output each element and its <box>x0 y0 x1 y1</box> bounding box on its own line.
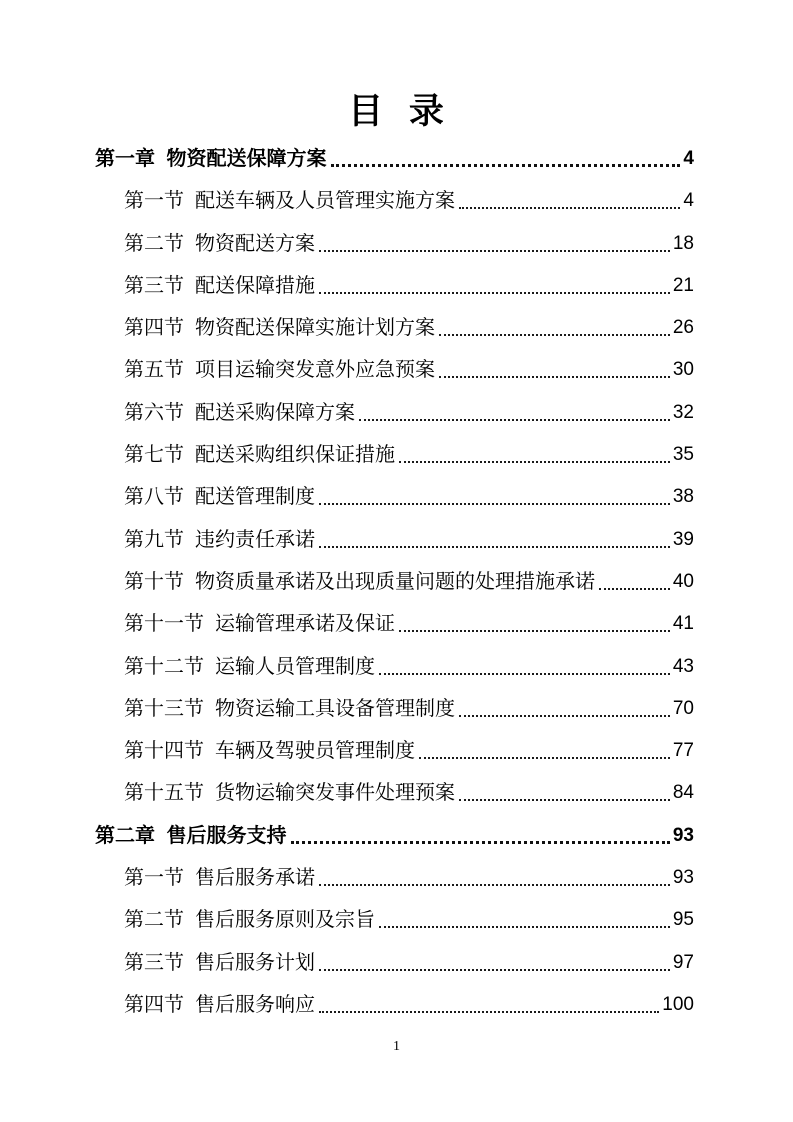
toc-leader-dots <box>399 613 670 632</box>
toc-entry-label: 第七节 配送采购组织保证措施 <box>124 444 395 467</box>
toc-entry-page-number: 43 <box>672 655 694 677</box>
toc-entry-page-number: 77 <box>672 740 694 762</box>
toc-entry-page-number: 84 <box>672 782 694 804</box>
toc-leader-dots <box>331 148 681 167</box>
toc-entry-label: 第五节 项目运输突发意外应急预案 <box>124 359 435 382</box>
toc-entry[interactable] <box>95 698 694 740</box>
footer-page-number: 1 <box>393 1039 400 1054</box>
toc-entry-page-number: 95 <box>672 909 694 931</box>
toc-title: 目 录 <box>348 92 445 131</box>
toc-entry[interactable] <box>95 402 694 444</box>
toc-leader-dots <box>379 909 670 928</box>
toc-entry-label: 第三节 售后服务计划 <box>124 951 315 974</box>
toc-entry[interactable] <box>95 994 694 1036</box>
toc-entry[interactable] <box>95 909 694 951</box>
toc-entry-page-number: 35 <box>672 444 694 466</box>
toc-entry-page-number: 100 <box>662 993 694 1015</box>
toc-entry-page-number: 93 <box>672 824 694 846</box>
toc-entry-page-number: 26 <box>672 317 694 339</box>
toc-entry[interactable] <box>95 359 694 401</box>
toc-leader-dots <box>459 190 680 209</box>
toc-entry[interactable] <box>95 867 694 909</box>
toc-leader-dots <box>459 698 670 717</box>
toc-leader-dots <box>319 486 670 505</box>
toc-leader-dots <box>291 825 670 844</box>
toc-entry-page-number: 4 <box>683 190 694 212</box>
toc-entry-page-number: 97 <box>672 951 694 973</box>
toc-entry[interactable] <box>95 613 694 655</box>
toc-leader-dots <box>319 867 670 886</box>
toc-entry-page-number: 70 <box>672 697 694 719</box>
toc-entry-page-number: 32 <box>672 401 694 423</box>
toc-leader-dots <box>359 402 670 421</box>
toc-entry-label: 第六节 配送采购保障方案 <box>124 401 355 424</box>
toc-entry[interactable] <box>95 656 694 698</box>
toc-leader-dots <box>599 571 670 590</box>
toc-entry-label: 第二节 物资配送方案 <box>124 232 315 255</box>
toc-entry[interactable] <box>95 148 694 190</box>
toc-leader-dots <box>319 994 659 1013</box>
toc-entry-page-number: 30 <box>672 359 694 381</box>
toc-entry-label: 第十五节 货物运输突发事件处理预案 <box>124 782 455 805</box>
toc-entry[interactable] <box>95 825 694 867</box>
toc-entry-label: 第一章 物资配送保障方案 <box>95 148 327 170</box>
toc-entry-page-number: 38 <box>672 486 694 508</box>
toc-entry-label: 第十四节 车辆及驾驶员管理制度 <box>124 740 415 763</box>
toc-entry-label: 第四节 售后服务响应 <box>124 993 315 1016</box>
toc-entry-label: 第二章 售后服务支持 <box>95 824 287 847</box>
toc-leader-dots <box>319 275 670 294</box>
toc-entry-label: 第八节 配送管理制度 <box>124 486 315 509</box>
toc-entry-label: 第四节 物资配送保障实施计划方案 <box>124 317 435 340</box>
toc-entry-label: 第十三节 物资运输工具设备管理制度 <box>124 697 455 720</box>
toc-entry-page-number: 41 <box>672 613 694 635</box>
toc-entry-label: 第一节 售后服务承诺 <box>124 867 315 890</box>
toc-entry-page-number: 39 <box>672 528 694 550</box>
toc-entry[interactable] <box>95 233 694 275</box>
toc-entry[interactable] <box>95 529 694 571</box>
toc-leader-dots <box>319 233 670 252</box>
toc-entry[interactable] <box>95 486 694 528</box>
toc-entry[interactable] <box>95 190 694 232</box>
toc-leader-dots <box>399 444 670 463</box>
toc-entry-page-number: 40 <box>672 570 694 592</box>
toc-leader-dots <box>439 317 670 336</box>
toc-entry-label: 第一节 配送车辆及人员管理实施方案 <box>124 190 455 213</box>
toc-leader-dots <box>439 359 670 378</box>
toc-leader-dots <box>419 740 670 759</box>
toc-entry[interactable] <box>95 317 694 359</box>
toc-entry-label: 第三节 配送保障措施 <box>124 274 315 297</box>
toc-entry-label: 第二节 售后服务原则及宗旨 <box>124 909 375 932</box>
toc-list <box>0 148 793 1036</box>
toc-entry-label: 第十二节 运输人员管理制度 <box>124 655 375 678</box>
toc-entry[interactable] <box>95 444 694 486</box>
toc-entry-page-number: 93 <box>672 867 694 889</box>
toc-leader-dots <box>379 656 670 675</box>
toc-entry-label: 第九节 违约责任承诺 <box>124 528 315 551</box>
toc-entry[interactable] <box>95 740 694 782</box>
toc-leader-dots <box>459 782 670 801</box>
toc-entry-label: 第十节 物资质量承诺及出现质量问题的处理措施承诺 <box>124 570 595 593</box>
toc-entry-page-number: 4 <box>683 148 694 169</box>
toc-leader-dots <box>319 529 670 548</box>
toc-entry[interactable] <box>95 782 694 824</box>
toc-entry-page-number: 21 <box>672 274 694 296</box>
toc-entry[interactable] <box>95 571 694 613</box>
toc-entry-label: 第十一节 运输管理承诺及保证 <box>124 613 395 636</box>
toc-leader-dots <box>319 952 670 971</box>
toc-entry[interactable] <box>95 952 694 994</box>
toc-entry[interactable] <box>95 275 694 317</box>
toc-entry-page-number: 18 <box>672 232 694 254</box>
